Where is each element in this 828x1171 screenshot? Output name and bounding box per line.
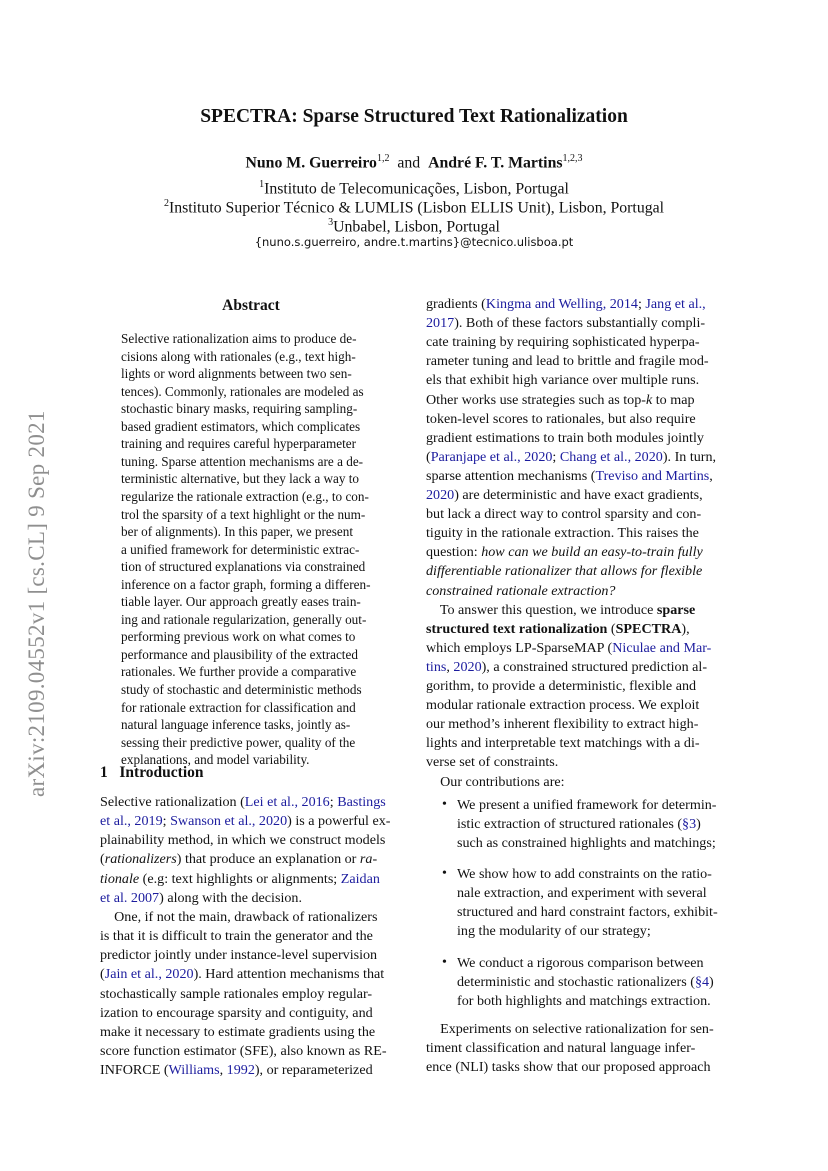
text-line [426, 334, 731, 351]
abstract-line: based gradient estimators, which complicates [121, 418, 361, 434]
affiliation-2: $^2$Instituto Superior Técnico & LUMLIS (Lisbon ELLIS Unit), Lisbon, Portugal [163, 198, 665, 217]
text-run: gorithm, to provide a deterministic, flexible and [426, 678, 697, 694]
text-line [426, 525, 731, 542]
italic-text: differentiable rationalizer that allows for flexible [426, 563, 703, 580]
author-1: Nuno M. Guerreiro [245, 154, 377, 172]
text-run: We show how to add constraints on the ratio- [457, 866, 712, 882]
author-2: André F. T. Martins [428, 154, 563, 172]
citation-link[interactable]: 1992 [226, 1062, 255, 1079]
text-run: ( [100, 966, 105, 983]
text-line [100, 947, 402, 964]
text-run: ; [162, 813, 171, 830]
text-run: , [709, 467, 713, 484]
italic-text: rationalizers [104, 851, 177, 868]
text-line [100, 1043, 402, 1060]
abstract-line: a unified framework for deterministic extrac- [121, 541, 360, 557]
text-run: Experiments on selective rationalization for sen- [426, 1021, 714, 1037]
bullet-line [457, 816, 737, 833]
text-line [426, 392, 731, 409]
citation-link[interactable]: Swanson et al., 2020 [170, 813, 288, 830]
citation-link[interactable]: et al. 2007 [100, 889, 160, 906]
text-run: such as constrained highlights and matchings; [457, 835, 716, 852]
author-email[interactable]: {nuno.s.guerreiro, andre.t.martins}@tecnico.ulisboa.pt [254, 235, 574, 249]
text-run: rameter tuning and lead to brittle and fragile mod- [426, 353, 709, 370]
abstract-line: cisions along with rationales (e.g., text high- [121, 348, 356, 364]
bullet-line [457, 866, 737, 883]
bold-text: SPECTRA [615, 620, 682, 637]
text-line [426, 468, 731, 485]
bullet-line [457, 955, 737, 972]
text-line [100, 832, 402, 849]
affiliation-1: $^1$Instituto de Telecomunicações, Lisbon, Portugal [259, 179, 569, 198]
text-run: ization to encourage sparsity and contiguity, and [100, 1004, 373, 1021]
text-line [426, 411, 731, 428]
text-run: token-level scores to rationales, but also require [426, 410, 696, 427]
text-line [426, 449, 731, 466]
abstract-line: natural language inference tasks, jointly as- [121, 717, 351, 733]
author-line [0, 153, 828, 172]
abstract-heading: Abstract [222, 297, 280, 314]
text-run: ence (NLI) tasks show that our proposed approach [426, 1059, 711, 1076]
text-line [100, 1062, 402, 1079]
text-run: ing the modularity of our strategy; [457, 923, 651, 940]
text-line [426, 697, 731, 714]
affiliation-3: $^3$Unbabel, Lisbon, Portugal [328, 217, 500, 236]
text-run: , [446, 658, 454, 675]
text-run: ) along with the decision. [159, 889, 302, 906]
citation-link[interactable]: Treviso and Martins [595, 467, 710, 484]
bullet-line [457, 974, 737, 991]
citation-link[interactable]: 2020 [453, 658, 482, 675]
text-line [100, 851, 402, 868]
text-run: deterministic and stochastic rationalizers ( [457, 974, 695, 991]
text-run: ), [681, 620, 690, 637]
abstract-line: study of stochastic and deterministic methods [121, 682, 362, 697]
text-run: but lack a direct way to control sparsity and con- [426, 506, 702, 523]
bullet-icon: • [442, 797, 447, 812]
text-line [426, 640, 731, 657]
text-line [426, 487, 731, 504]
text-run: els that exhibit high variance over multiple runs. [426, 372, 700, 389]
text-run: lights and interpretable text matchings with a di- [426, 735, 700, 752]
text-run: ). In turn, [662, 448, 717, 465]
text-line [426, 506, 731, 523]
text-run: which employs LP-SparseMAP ( [426, 639, 613, 656]
abstract-line: tuning. Sparse attention mechanisms are a de- [121, 453, 364, 469]
text-run: ), or reparameterized [254, 1062, 373, 1079]
text-line [100, 1005, 402, 1022]
author-2-affil: 1,2,3 [562, 153, 583, 164]
text-run: We present a unified framework for determin- [457, 797, 717, 813]
text-line [426, 544, 731, 561]
italic-text: k [645, 391, 653, 408]
text-run: gradient estimations to train both modules jointly [426, 429, 704, 446]
text-line [100, 928, 402, 945]
bullet-line [457, 835, 737, 852]
text-run: nale extraction, and experiment with several [457, 885, 707, 902]
text-line [426, 583, 731, 600]
text-run: ; [637, 296, 646, 312]
abstract-line: explanations, and model variability. [121, 752, 310, 768]
text-run: INFORCE ( [100, 1062, 169, 1079]
text-run: ( [607, 620, 616, 637]
text-line [426, 602, 731, 619]
text-run: One, if not the main, drawback of rationalizers [100, 908, 378, 925]
citation-link[interactable]: 2017 [426, 315, 455, 332]
citation-link[interactable]: Zaidan [340, 870, 380, 887]
text-run: ; [552, 448, 560, 465]
text-line [100, 966, 402, 983]
abstract-line: Selective rationalization aims to produce de- [121, 331, 357, 346]
text-run: our method’s inherent flexibility to extract high- [426, 716, 699, 733]
citation-link[interactable]: 2020 [426, 487, 455, 503]
text-run: stochastically sample rationales employ regular- [100, 985, 373, 1002]
text-run: for both highlights and matchings extraction. [457, 993, 711, 1010]
text-line [426, 353, 731, 370]
text-line [426, 1059, 731, 1076]
citation-link[interactable]: §4 [694, 974, 710, 991]
text-run: score function estimator (SFE), also known as RE- [100, 1042, 387, 1059]
section-number: 1 [100, 764, 108, 781]
text-run: cate training by requiring sophisticated hyperpa- [426, 334, 700, 351]
section-heading-introduction [100, 764, 204, 782]
text-run: tiguity in the rationale extraction. This raises the [426, 525, 699, 542]
citation-link[interactable]: tins [426, 658, 447, 675]
bullet-line [457, 885, 737, 902]
abstract-line: inference on a factor graph, forming a differen- [121, 576, 371, 592]
text-line [426, 563, 731, 580]
text-line [100, 1024, 402, 1041]
italic-text: how can we build an easy-to-train fully [481, 544, 703, 561]
text-run: ). Hard attention mechanisms that [193, 966, 385, 983]
text-run: (e.g: text highlights or alignments; [139, 870, 341, 887]
text-run: make it necessary to estimate gradients using the [100, 1023, 376, 1040]
text-line [426, 735, 731, 752]
citation-link[interactable]: Chang et al., 2020 [559, 448, 663, 465]
text-line [426, 315, 731, 332]
citation-link[interactable]: Niculae and Mar- [612, 639, 712, 656]
text-run: question: [426, 544, 482, 561]
text-line [100, 890, 402, 907]
italic-text: ra- [359, 851, 378, 868]
bold-text: structured text rationalization [426, 620, 608, 637]
abstract-line: performing previous work on what comes to [121, 629, 356, 645]
author-1-affil: 1,2 [376, 153, 390, 164]
text-run: , [219, 1062, 227, 1079]
author-conjunction: and [397, 154, 421, 172]
text-line [100, 794, 402, 811]
text-run: istic extraction of structured rationales ( [457, 816, 683, 833]
abstract-line: performance and plausibility of the extracted [121, 646, 358, 662]
section-title: Introduction [119, 764, 204, 781]
text-run: to map [652, 391, 695, 408]
text-line [100, 909, 402, 926]
abstract-line: for rationale extraction for classification and [121, 699, 356, 715]
text-run: ) that produce an explanation or [176, 851, 360, 868]
abstract-line: trol the sparsity of a text highlight or the num- [121, 506, 366, 522]
bullet-line [457, 993, 737, 1010]
italic-text: tionale [100, 870, 140, 887]
text-run: ) are deterministic and have exact gradients, [454, 487, 703, 503]
abstract-line: stochastic binary masks, requiring sampling- [121, 401, 358, 417]
text-line [100, 986, 402, 1003]
text-run: We conduct a rigorous comparison between [457, 955, 704, 971]
citation-link[interactable]: Paranjape et al., 2020 [430, 448, 553, 465]
abstract-line: ing and rationale regularization, generally out- [121, 611, 367, 627]
abstract-line: terministic alternative, but they lack a way to [121, 471, 360, 487]
citation-link[interactable]: Kingma and Welling, 2014 [485, 296, 638, 312]
text-line [426, 754, 731, 771]
text-line [426, 1040, 731, 1057]
text-line [100, 813, 402, 830]
text-line [426, 1021, 731, 1038]
text-run: ( [426, 448, 431, 465]
text-run: gradients ( [426, 296, 486, 312]
text-line [426, 659, 731, 676]
bullet-icon: • [442, 866, 447, 881]
abstract-line: tion of structured explanations via constrained [121, 559, 366, 575]
text-run: ) [696, 816, 701, 833]
text-run: ) is a powerful ex- [287, 813, 391, 830]
text-line [426, 296, 731, 313]
text-run: To answer this question, we introduce [426, 601, 657, 618]
citation-link[interactable]: Jain et al., 2020 [104, 966, 194, 983]
abstract-line: tences). Commonly, rationales are modeled as [121, 383, 364, 399]
bullet-icon: • [442, 955, 447, 970]
text-line [426, 678, 731, 695]
text-run: structured and hard constraint factors, exhibit- [457, 904, 718, 921]
citation-link[interactable]: Jang et al., [645, 296, 706, 312]
abstract-line: training and requires careful hyperparameter [121, 436, 357, 452]
citation-link[interactable]: Bastings [337, 794, 386, 810]
text-line [426, 621, 731, 638]
text-line [426, 430, 731, 447]
bullet-line [457, 904, 737, 921]
text-run: Selective rationalization ( [100, 794, 245, 810]
text-run: plainability method, in which we construct models [100, 832, 386, 849]
citation-link[interactable]: §3 [682, 816, 697, 833]
citation-link[interactable]: et al., 2019 [100, 813, 163, 830]
text-line [426, 716, 731, 733]
bullet-line [457, 923, 737, 940]
bold-text: sparse [656, 601, 696, 618]
abstract-line: ber of alignments). In this paper, we present [121, 524, 354, 540]
text-run: modular rationale extraction process. We exploit [426, 697, 700, 714]
text-run: ). Both of these factors substantially compli- [454, 315, 706, 332]
text-run: ; [329, 794, 338, 810]
abstract-line: lights or word alignments between two sen- [121, 366, 352, 382]
text-run: ), a constrained structured prediction al- [481, 658, 708, 675]
text-run: ) [709, 974, 714, 991]
text-run: predictor jointly under instance-level supervision [100, 947, 378, 964]
text-run: verse set of constraints. [426, 754, 559, 771]
abstract-line: regularize the rationale extraction (e.g., to con- [121, 488, 369, 504]
text-run: Other works use strategies such as top- [426, 391, 646, 408]
citation-link[interactable]: Lei et al., 2016 [244, 794, 330, 810]
abstract-line: tiable layer. Our approach greatly eases train- [121, 594, 361, 610]
italic-text: constrained rationale extraction? [426, 582, 616, 599]
text-line [426, 372, 731, 389]
citation-link[interactable]: Williams [168, 1062, 220, 1079]
abstract-line: sessing their predictive power, quality of the [121, 734, 356, 750]
text-run: timent classification and natural language infer- [426, 1040, 696, 1057]
paper-title: SPECTRA: Sparse Structured Text Rationalization [200, 106, 628, 127]
text-run: Our contributions are: [426, 773, 565, 790]
text-run: is that it is difficult to train the generator and the [100, 928, 373, 945]
text-run: ( [100, 851, 105, 868]
bullet-line [457, 797, 737, 814]
text-run: sparse attention mechanisms ( [426, 467, 596, 484]
abstract-line: rationales. We further provide a comparative [121, 664, 357, 680]
arxiv-stamp: arXiv:2109.04552v1 [cs.CL] 9 Sep 2021 [24, 410, 49, 797]
text-line [100, 871, 402, 888]
text-line [426, 774, 731, 791]
